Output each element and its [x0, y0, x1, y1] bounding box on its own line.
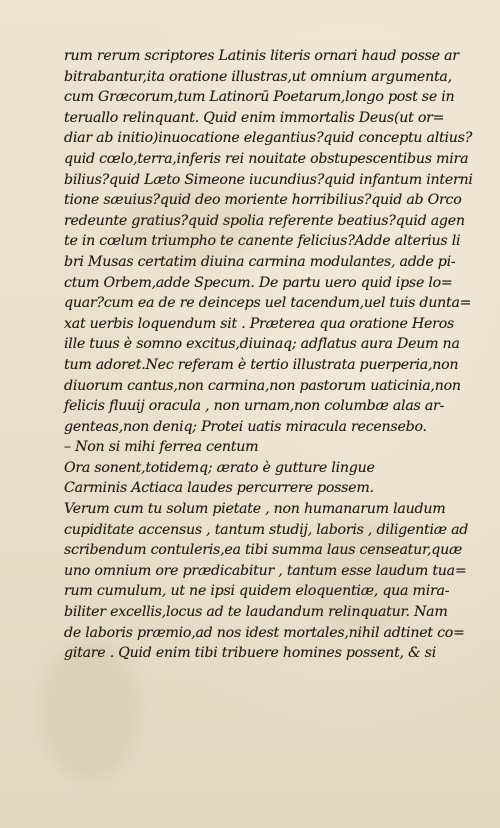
text-line: biliter excellis,locus ad te laudandum relinquatur. Nam: [64, 604, 448, 621]
text-line: rum rerum scriptores Latinis literis ornari haud posse ar: [64, 48, 459, 64]
text-line: felicis fluuij oracula , non urnam,non columbæ alas ar-: [64, 398, 445, 415]
text-line: tum adoret.Nec referam è tertio illustrata puerperia,non: [64, 356, 459, 373]
text-line: scribendum contuleris,ea tibi summa laus censeatur,quæ: [64, 542, 463, 559]
text-line: tione sæuius?quid deo moriente horribilius?quid ab Orco: [64, 192, 462, 209]
text-line: quid cœlo,terra,inferis rei nouitate obstupescentibus mira: [64, 150, 469, 167]
text-line: redeunte gratius?quid spolia referente beatius?quid agen: [64, 212, 465, 229]
text-line: ille tuus è somno excitus,diuinaq; adflatus aura Deum na: [64, 336, 460, 353]
text-line: ctum Orbem,adde Specum. De partu uero quid ipse lo=: [64, 274, 453, 291]
text-line: cupiditate accensus , tantum studij, laboris , diligentiæ ad: [64, 521, 469, 538]
page-text: [64, 46, 482, 664]
text-line: te in cœlum triumpho te canente felicius?Adde alterius li: [64, 233, 461, 250]
verse-line: Ora sonent,totidemq; ærato è gutture lingue: [64, 459, 375, 476]
text-line: de laboris præmio,ad nos idest mortales,nihil adtinet co=: [64, 624, 465, 641]
text-line: cum Græcorum,tum Latinorū Poetarum,longo post se in: [64, 89, 455, 106]
text-line: diar ab initio)inuocatione elegantius?quid conceptu altius?: [64, 130, 473, 147]
verse-line: – Non si mihi ferrea centum: [64, 439, 259, 456]
verse-line: Carminis Actiaca laudes percurrere possem.: [64, 480, 374, 497]
text-line: uno omnium ore prædicabitur , tantum esse laudum tua=: [64, 562, 467, 579]
text-line: diuorum cantus,non carmina,non pastorum uaticinia,non: [64, 377, 461, 394]
text-line: bri Musas certatim diuina carmina modulantes, adde pi-: [64, 253, 456, 270]
text-line: gitare . Quid enim tibi tribuere homines possent, & si: [64, 645, 437, 662]
text-line: quar?cum ea de re deinceps uel tacendum,uel tuis dunta=: [64, 295, 472, 312]
text-line: rum cumulum, ut ne ipsi quidem eloquentiæ, qua mira-: [64, 583, 450, 600]
text-line: teruallo relinquant. Quid enim immortalis Deus(ut or=: [64, 109, 445, 126]
text-line: genteas,non deniq; Protei uatis miracula recensebo.: [64, 418, 427, 435]
text-line: bilius?quid Læto Simeone iucundius?quid infantum interni: [64, 171, 473, 188]
text-line: xat uerbis loquendum sit . Præterea qua oratione Heros: [64, 315, 455, 332]
text-line: bitrabantur,ita oratione illustras,ut omnium argumenta,: [64, 68, 452, 85]
text-line: Verum cum tu solum pietate , non humanarum laudum: [64, 501, 446, 518]
